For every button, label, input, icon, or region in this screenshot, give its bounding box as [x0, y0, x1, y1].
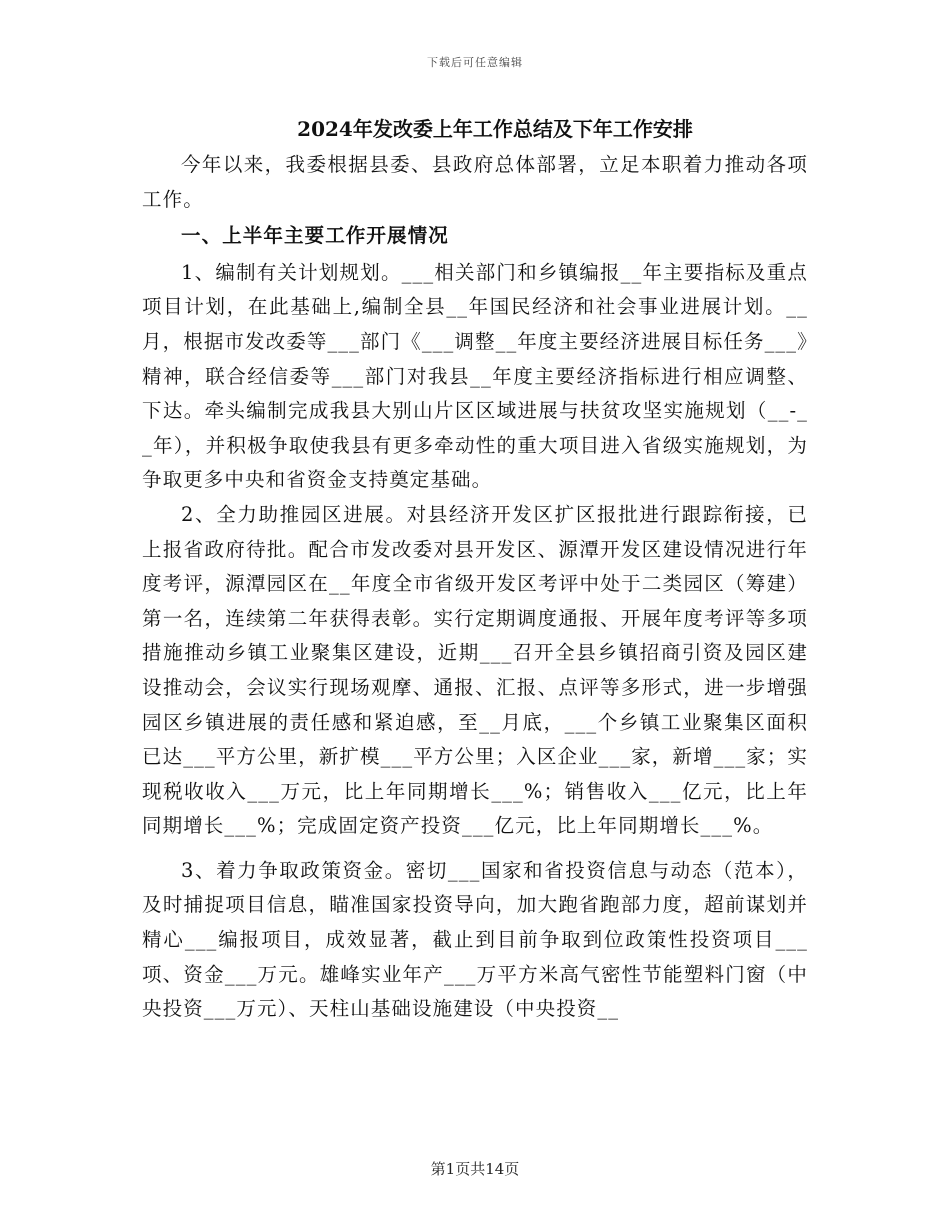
paragraph-item-3: 3、着力争取政策资金。密切___国家和省投资信息与动态（范本），及时捕捉项目信息，瞄准国家投资导向，加大跑省跑部力度，超前谋划并精心___编报项目，成效显著，截止到目前争取到位政策性投资项目___项、资金___万元。雄峰实业年产___万平方米高气密性节能塑料门窗（中央投资___万元）、天柱山基础设施建设（中央投资__ [142, 858, 808, 1021]
page-header-note: 下载后可任意编辑 [427, 56, 523, 69]
page-number-footer: 第1页共14页 [430, 1160, 520, 1178]
paragraph-item-1: 1、编制有关计划规划。___相关部门和乡镇编报__年主要指标及重点项目计划，在此基础上,编制全县__年国民经济和社会事业进展计划。__月，根据市发改委等___部门《___调整__年度主要经济进展目标任务___》精神，联合经信委等___部门对我县__年度主要经济指标进行相应调整、下达。牵头编制完成我县大别山片区区域进展与扶贫攻坚实施规划（__-__年），并积极争取使我县有更多牵动性的重大项目进入省级实施规划，为争取更多中央和省资金支持奠定基础。 [142, 260, 808, 492]
paragraph-item-2: 2、全力助推园区进展。对县经济开发区扩区报批进行跟踪衔接，已上报省政府待批。配合市发改委对县开发区、源潭开发区建设情况进行年度考评，源潭园区在__年度全市省级开发区考评中处于二类园区（筹建）第一名，连续第二年获得表彰。实行定期调度通报、开展年度考评等多项措施推动乡镇工业聚集区建设，近期___召开全县乡镇招商引资及园区建设推动会，会议实行现场观摩、通报、汇报、点评等多形式，进一步增强园区乡镇进展的责任感和紧迫感，至__月底，___个乡镇工业聚集区面积已达___平方公里，新扩模___平方公里；入区企业___家，新增___家；实现税收收入___万元，比上年同期增长___%；销售收入___亿元，比上年同期增长___%；完成固定资产投资___亿元，比上年同期增长___%。 [142, 502, 808, 838]
document-title: 2024年发改委上年工作总结及下年工作安排 [297, 117, 693, 141]
document-body [142, 114, 808, 1027]
section-heading: 一、上半年主要工作开展情况 [181, 224, 449, 248]
intro-paragraph: 今年以来，我委根据县委、县政府总体部署，立足本职着力推动各项工作。 [142, 153, 808, 211]
